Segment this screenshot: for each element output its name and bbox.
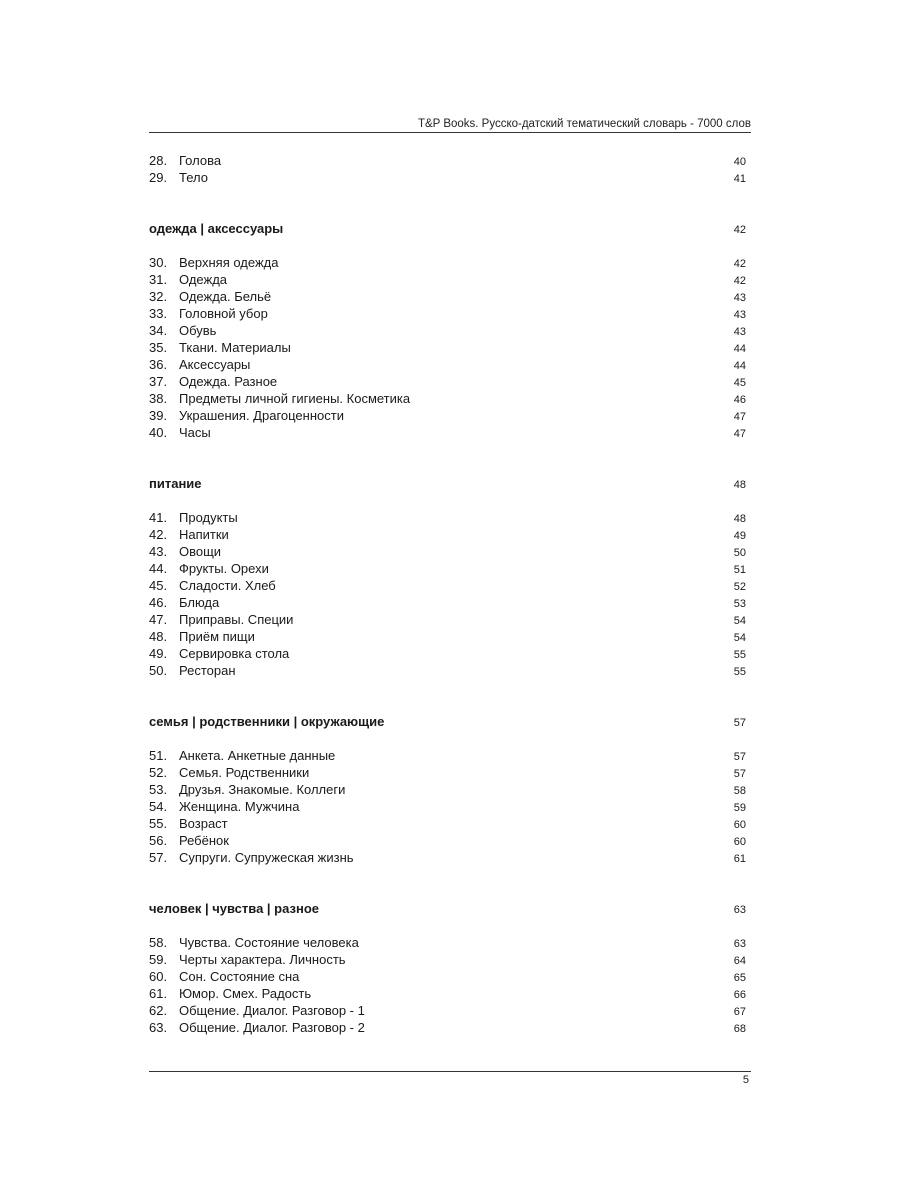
toc-entry-page: 52 xyxy=(733,581,746,593)
toc-entry-page: 68 xyxy=(733,1023,746,1035)
toc-entry-page: 48 xyxy=(733,513,746,525)
toc-entry-number: 36. xyxy=(149,357,168,372)
toc-entry-page: 54 xyxy=(733,632,746,644)
toc-entry-title: Приём пищи xyxy=(179,629,255,644)
toc-entry-number: 58. xyxy=(149,935,168,950)
toc-entry-page: 47 xyxy=(733,428,746,440)
toc-entry-page: 53 xyxy=(733,598,746,610)
running-header: T&P Books. Русско-датский тематический словарь - 7000 слов xyxy=(417,118,751,130)
toc-entry-number: 38. xyxy=(149,391,168,406)
toc-entry-number: 57. xyxy=(149,850,168,865)
toc-entry-number: 37. xyxy=(149,374,168,389)
toc-entry-number: 50. xyxy=(149,663,168,678)
toc-section-page: 63 xyxy=(733,904,746,916)
toc-entry-title: Продукты xyxy=(179,510,238,525)
toc-entry-number: 34. xyxy=(149,323,168,338)
toc-entry xyxy=(149,781,746,798)
toc-entry xyxy=(149,373,746,390)
toc-entry-number: 52. xyxy=(149,765,168,780)
toc-entry-number: 46. xyxy=(149,595,168,610)
toc-entry xyxy=(149,985,746,1002)
toc-entry xyxy=(149,798,746,815)
toc-entry-title: Анкета. Анкетные данные xyxy=(179,748,336,763)
toc-entry-title: Общение. Диалог. Разговор - 1 xyxy=(179,1003,365,1018)
toc-entry xyxy=(149,1019,746,1036)
toc-entry xyxy=(149,271,746,288)
toc-entry-number: 53. xyxy=(149,782,168,797)
toc-entry-number: 42. xyxy=(149,527,168,542)
toc-entry-title: Верхняя одежда xyxy=(179,255,279,270)
toc-entry-page: 47 xyxy=(733,411,746,423)
toc-entry xyxy=(149,424,746,441)
toc-entry-title: Напитки xyxy=(179,527,229,542)
toc-entry-page: 63 xyxy=(733,938,746,950)
toc-entry-number: 32. xyxy=(149,289,168,304)
toc-entry-page: 46 xyxy=(733,394,746,406)
toc-entry-page: 40 xyxy=(733,156,746,168)
toc-entry-page: 66 xyxy=(733,989,746,1001)
toc-entry-number: 30. xyxy=(149,255,168,270)
toc-entry-title: Сладости. Хлеб xyxy=(179,578,276,593)
toc-section-heading xyxy=(149,475,746,492)
toc-section-page: 57 xyxy=(733,717,746,729)
toc-entry xyxy=(149,645,746,662)
toc-entry-number: 47. xyxy=(149,612,168,627)
toc-section-heading xyxy=(149,713,746,730)
toc-entry-number: 61. xyxy=(149,986,168,1001)
toc-entry-number: 62. xyxy=(149,1003,168,1018)
toc-entry-page: 57 xyxy=(733,751,746,763)
toc-entry xyxy=(149,509,746,526)
toc-entry-title: Женщина. Мужчина xyxy=(179,799,300,814)
toc-entry-page: 54 xyxy=(733,615,746,627)
toc-section-title: семья | родственники | окружающие xyxy=(149,714,385,729)
header-divider xyxy=(149,132,751,133)
toc-entry-title: Сон. Состояние сна xyxy=(179,969,300,984)
toc-entry-number: 51. xyxy=(149,748,168,763)
toc-entry-title: Блюда xyxy=(179,595,220,610)
toc-intro-list xyxy=(149,152,746,186)
toc-entry-title: Одежда xyxy=(179,272,228,287)
toc-entry-title: Голова xyxy=(179,153,222,168)
toc-entry xyxy=(149,339,746,356)
toc-entry-number: 63. xyxy=(149,1020,168,1035)
toc-entry-number: 31. xyxy=(149,272,168,287)
toc-entry-title: Тело xyxy=(179,170,208,185)
toc-entry-page: 65 xyxy=(733,972,746,984)
toc-entry xyxy=(149,1002,746,1019)
toc-entry xyxy=(149,543,746,560)
toc-entry-title: Головной убор xyxy=(179,306,268,321)
toc-entry-page: 44 xyxy=(733,360,746,372)
toc-entry-title: Семья. Родственники xyxy=(179,765,310,780)
toc-entry-number: 60. xyxy=(149,969,168,984)
toc-section-heading xyxy=(149,220,746,237)
toc-entry xyxy=(149,934,746,951)
toc-entry-page: 60 xyxy=(733,836,746,848)
toc-entry-number: 33. xyxy=(149,306,168,321)
toc-entry-number: 39. xyxy=(149,408,168,423)
toc-entry xyxy=(149,526,746,543)
toc-entry-page: 60 xyxy=(733,819,746,831)
toc-entry-page: 57 xyxy=(733,768,746,780)
toc-entry xyxy=(149,560,746,577)
toc-entry-number: 48. xyxy=(149,629,168,644)
table-of-contents xyxy=(149,152,746,1036)
toc-entry-page: 43 xyxy=(733,292,746,304)
toc-entry-title: Чувства. Состояние человека xyxy=(179,935,359,950)
toc-entry-number: 29. xyxy=(149,170,168,185)
toc-entry xyxy=(149,577,746,594)
toc-entry xyxy=(149,815,746,832)
toc-entry-title: Овощи xyxy=(179,544,222,559)
toc-entry-title: Сервировка стола xyxy=(179,646,290,661)
toc-entry-page: 49 xyxy=(733,530,746,542)
toc-entry-page: 51 xyxy=(733,564,746,576)
toc-entry xyxy=(149,305,746,322)
toc-entry-page: 45 xyxy=(733,377,746,389)
toc-entry-number: 56. xyxy=(149,833,168,848)
toc-entry-number: 43. xyxy=(149,544,168,559)
toc-entry-title: Фрукты. Орехи xyxy=(179,561,269,576)
toc-entry-title: Украшения. Драгоценности xyxy=(179,408,344,423)
toc-entry-title: Юмор. Смех. Радость xyxy=(179,986,312,1001)
toc-section-title: человек | чувства | разное xyxy=(149,901,319,916)
toc-entry-number: 54. xyxy=(149,799,168,814)
toc-entry xyxy=(149,662,746,679)
toc-entry xyxy=(149,322,746,339)
toc-entry-page: 61 xyxy=(733,853,746,865)
toc-entry-title: Одежда. Разное xyxy=(179,374,278,389)
toc-entry xyxy=(149,968,746,985)
toc-entry-number: 49. xyxy=(149,646,168,661)
toc-entry-page: 41 xyxy=(733,173,746,185)
toc-entry-title: Друзья. Знакомые. Коллеги xyxy=(179,782,346,797)
toc-entry-title: Ребёнок xyxy=(179,833,229,848)
toc-entry-number: 44. xyxy=(149,561,168,576)
toc-sections xyxy=(149,220,746,1036)
toc-section-page: 42 xyxy=(733,224,746,236)
toc-entry-page: 59 xyxy=(733,802,746,814)
toc-entry xyxy=(149,288,746,305)
toc-entry-title: Часы xyxy=(179,425,211,440)
toc-entry xyxy=(149,594,746,611)
toc-entry-number: 40. xyxy=(149,425,168,440)
toc-entry-title: Общение. Диалог. Разговор - 2 xyxy=(179,1020,365,1035)
toc-entry-title: Обувь xyxy=(179,323,217,338)
toc-entry-number: 41. xyxy=(149,510,168,525)
toc-entry-page: 55 xyxy=(733,649,746,661)
toc-entry xyxy=(149,747,746,764)
toc-entry xyxy=(149,390,746,407)
toc-entry-page: 50 xyxy=(733,547,746,559)
toc-entry xyxy=(149,169,746,186)
toc-entry-number: 35. xyxy=(149,340,168,355)
toc-entry-title: Возраст xyxy=(179,816,228,831)
toc-entry-title: Предметы личной гигиены. Косметика xyxy=(179,391,411,406)
toc-entry-page: 67 xyxy=(733,1006,746,1018)
toc-entry-number: 45. xyxy=(149,578,168,593)
toc-entry-page: 42 xyxy=(733,258,746,270)
toc-entry xyxy=(149,832,746,849)
toc-section-title: питание xyxy=(149,476,202,491)
toc-entry-title: Супруги. Супружеская жизнь xyxy=(179,850,354,865)
toc-entry-page: 58 xyxy=(733,785,746,797)
toc-entry-number: 28. xyxy=(149,153,168,168)
toc-section-title: одежда | аксессуары xyxy=(149,221,284,236)
toc-entry-title: Ткани. Материалы xyxy=(179,340,291,355)
toc-entry-page: 55 xyxy=(733,666,746,678)
toc-entry xyxy=(149,407,746,424)
toc-entry xyxy=(149,611,746,628)
toc-entry-title: Черты характера. Личность xyxy=(179,952,346,967)
toc-entry xyxy=(149,628,746,645)
toc-entry-page: 44 xyxy=(733,343,746,355)
toc-entry-title: Приправы. Специи xyxy=(179,612,294,627)
toc-entry-title: Одежда. Бельё xyxy=(179,289,272,304)
footer-divider xyxy=(149,1071,751,1072)
toc-entry-page: 64 xyxy=(733,955,746,967)
page-number: 5 xyxy=(742,1074,749,1086)
toc-entry xyxy=(149,254,746,271)
toc-entry-title: Аксессуары xyxy=(179,357,251,372)
toc-entry-number: 59. xyxy=(149,952,168,967)
toc-entry-title: Ресторан xyxy=(179,663,236,678)
toc-entry-page: 43 xyxy=(733,309,746,321)
toc-entry-number: 55. xyxy=(149,816,168,831)
toc-entry xyxy=(149,951,746,968)
toc-entry xyxy=(149,152,746,169)
toc-entry-page: 43 xyxy=(733,326,746,338)
toc-entry xyxy=(149,849,746,866)
toc-section-page: 48 xyxy=(733,479,746,491)
toc-entry-page: 42 xyxy=(733,275,746,287)
toc-section-heading xyxy=(149,900,746,917)
toc-entry xyxy=(149,356,746,373)
toc-entry xyxy=(149,764,746,781)
